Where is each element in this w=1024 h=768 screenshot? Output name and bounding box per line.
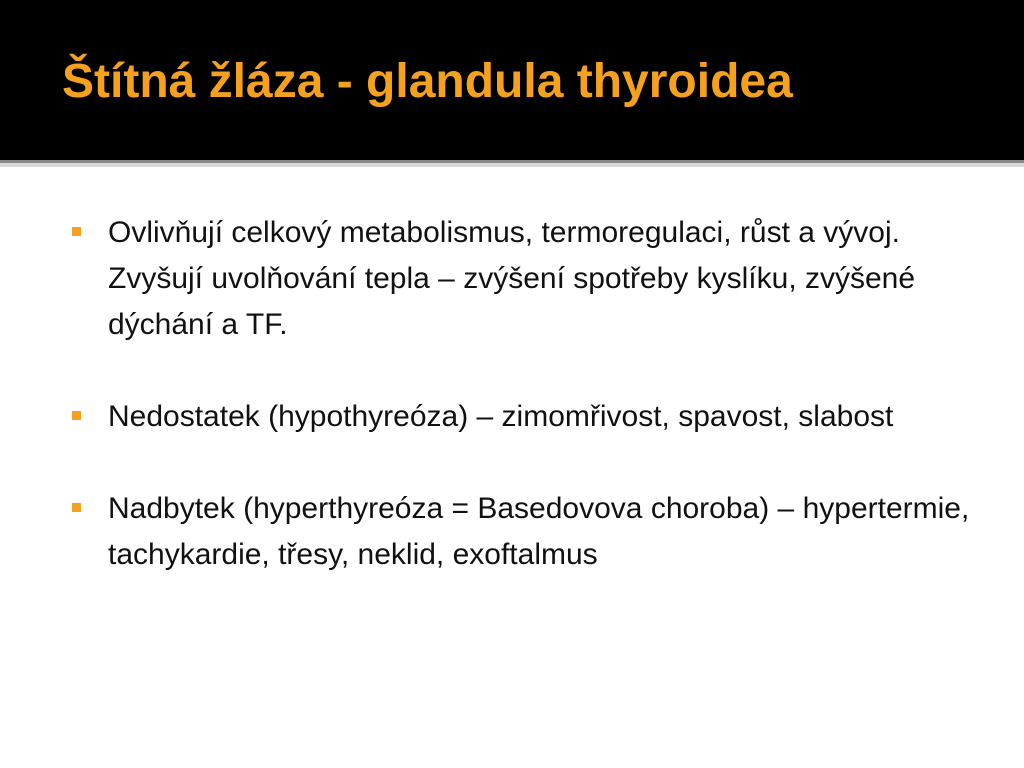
square-bullet-icon: [72, 411, 81, 420]
bullet-item: [72, 210, 972, 348]
title-bar: [0, 0, 1024, 160]
bullet-text: Ovlivňují celkový metabolismus, termoregulaci, růst a vývoj. Zvyšují uvolňování tepla – zvýšení spotřeby kyslíku, zvýšené dýchání a TF.: [108, 216, 916, 341]
slide-title: Štítná žláza - glandula thyroidea: [62, 55, 793, 108]
bullet-list: [72, 210, 972, 624]
square-bullet-icon: [72, 227, 81, 236]
bullet-item: [72, 486, 972, 578]
bullet-item: [72, 394, 972, 440]
square-bullet-icon: [72, 503, 81, 512]
title-divider-highlight: [0, 163, 1024, 167]
bullet-text: Nedostatek (hypothyreóza) – zimomřivost, spavost, slabost: [108, 400, 894, 433]
bullet-text: Nadbytek (hyperthyreóza = Basedovova choroba) – hypertermie, tachykardie, třesy, neklid, exoftalmus: [108, 492, 970, 571]
